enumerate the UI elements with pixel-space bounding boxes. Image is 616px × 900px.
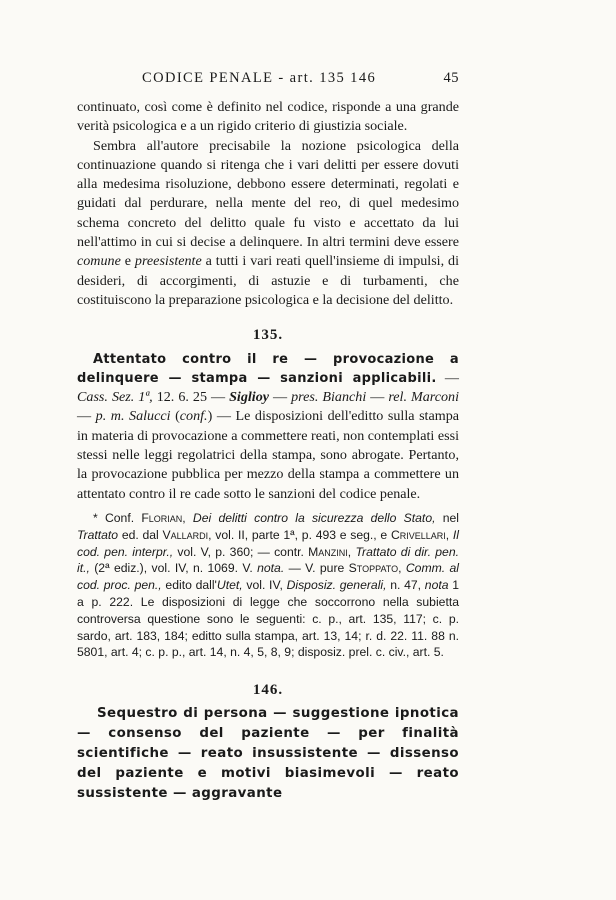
section-135-body: — Le disposizioni dell'editto sulla stampa in materia di provocazione a commettere reati, non contemplati essi stessi nelle leggi regolatrici della stampa, sono abrogate. Pertanto, la provocazione pubblica per mezzo della stampa a commettere un attentato contro il re cade sotto le sanzioni del codice penale.: [77, 408, 459, 502]
court-citation: Cass. Sez. 1ª,: [77, 389, 153, 406]
page-number: 45: [443, 70, 459, 86]
running-header: [77, 70, 459, 92]
section-135-heading: Attentato contro il re — provocazione a delinquere — stampa — sanzioni applicabili.: [77, 351, 459, 386]
section-135-maxim: Attentato contro il re — provocazione a delinquere — stampa — sanzioni applicabili. — Cass. Sez. 1ª, 12. 6. 25 — Siglioy — pres. Bianchi — rel. Marconi — p. m. Salucci (conf.) — Le disposizioni dell'editto sulla stampa in materia di provocazione a commettere reati, non contemplati essi stessi nelle leggi regolatrici della stampa, sono abrogate. Pertanto, la provocazione pubblica per mezzo della stampa a commettere un attentato contro il re cade sotto le sanzioni del codice penale.: [77, 351, 459, 502]
section-number-146: 146.: [252, 682, 284, 699]
section-146-heading: Sequestro di persona — suggestione ipnotica — consenso del paziente — per finalità scientifiche — reato insussistente — dissenso del paziente e motivi biasimevoli — reato sussistente — aggravante: [77, 706, 459, 802]
paragraph-continuation-nozione: Sembra all'autore precisabile la nozione psicologica della continuazione quando si ritenga che i vari delitti per essere dovuti alla medesima risoluzione, debbono essere determinati, regolati e guidati dal perdurare, nella mente del reo, di quel medesimo schema concreto del delitto quale fu visto e accettato da lui nell'attimo in cui si decise a delinquere. In altri termini deve essere comune e preesistente a tutti i vari reati quell'insieme di impulsi, di desideri, di accorgimenti, di astuzie e di turbamenti, che costituiscono la preparazione psicologica e la decisione del delitto.: [77, 137, 459, 308]
party-name: Siglioy: [229, 389, 270, 406]
section-number-135: 135.: [252, 327, 284, 344]
footnote-135: * Conf. Florian, Dei delitti contro la sicurezza dello Stato, nel Trattato ed. dal Vallardi, vol. II, parte 1ª, p. 493 e seg., e Crivellari, Il cod. pen. interpr., vol. V, p. 360; — contr. Manzini, Trattato di dir. pen. it., (2ª ediz.), vol. IV, n. 1069. V. nota. — V. pure Stoppato, Comm. al cod. proc. pen., edito dall'Utet, vol. IV, Disposiz. generali, n. 47, nota 1 a p. 222. Le disposizioni di legge che soccorrono nella subietta controversa questione sono le seguenti: c. p., art. 135, 117; c. p. sardo, art. 183, 184; editto sulla stampa, art. 13, 14; r. d. 22. 11. 88 n. 5801, art. 4; c. p. p., art. 14, n. 4, 5, 8, 9; disposiz. prel. c. civ., art. 5.: [77, 510, 460, 660]
continuation-paragraph: continuato, così come è definito nel codice, risponde a una grande verità psicologica e a un rigido criterio di giustizia sociale.: [77, 99, 459, 135]
page-body: [77, 98, 459, 804]
running-title: CODICE PENALE - art. 135 146: [142, 70, 377, 86]
